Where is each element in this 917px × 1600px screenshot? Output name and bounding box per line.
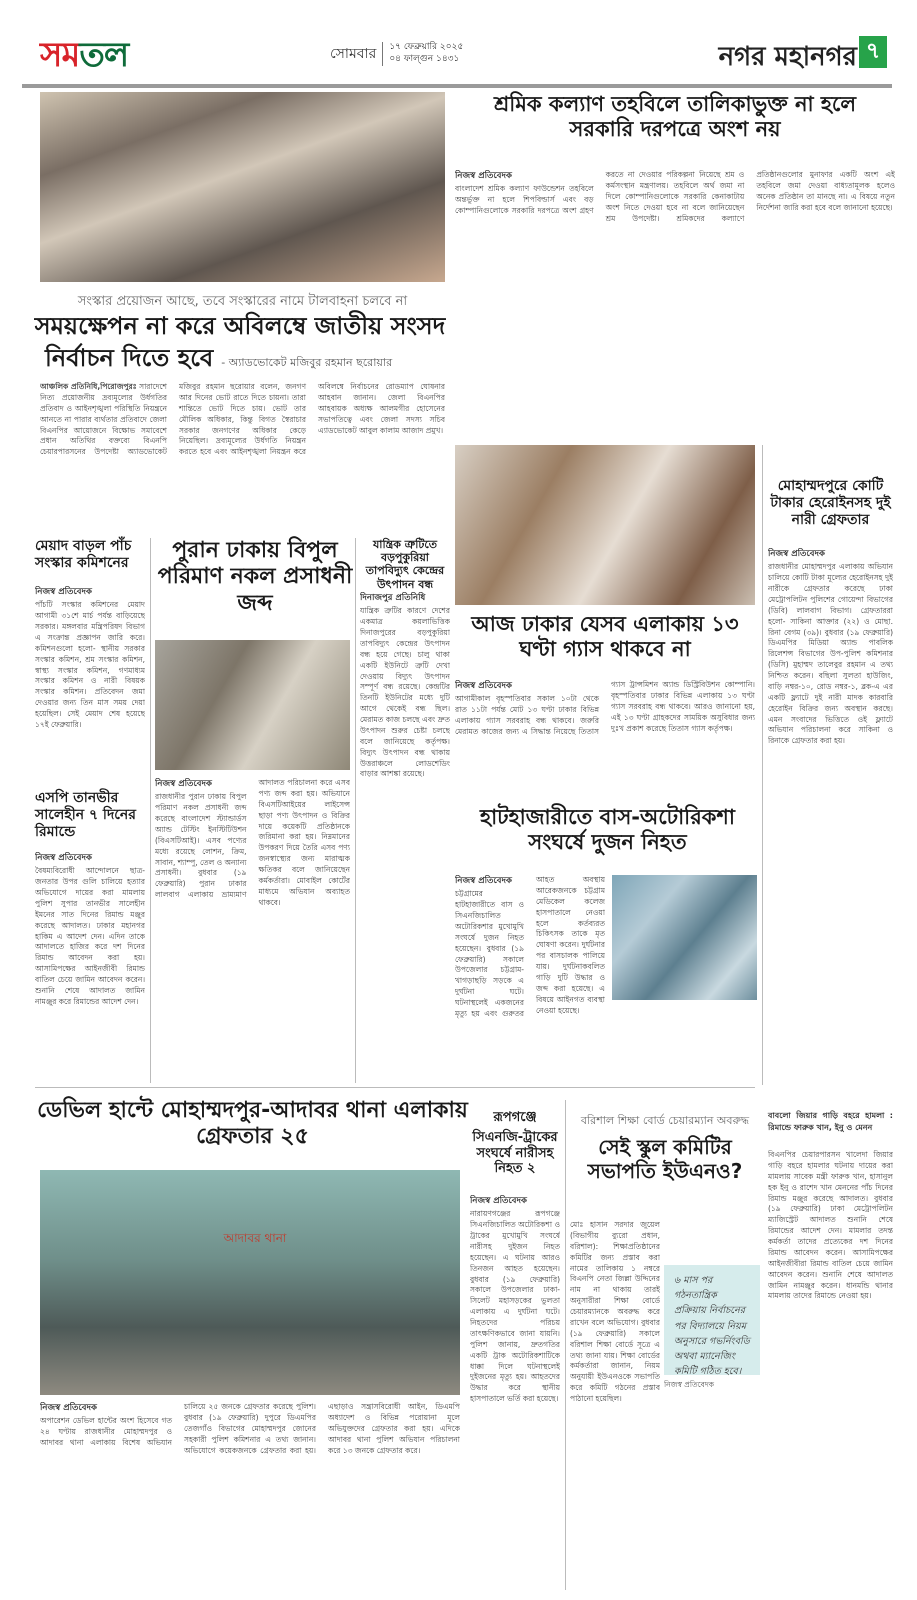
labour-fund-byline: নিজস্ব প্রতিবেদক (455, 171, 512, 181)
barishal-byline: নিজস্ব প্রতিবেদক (664, 1380, 715, 1389)
sp-remand-headline: এসপি তানভীর সালেহীন ৭ দিনের রিমান্ডে (35, 790, 136, 840)
barishal-body (570, 1220, 660, 1590)
barapukuria-headline: যান্ত্রিক ত্রুটিতে বড়পুকুরিয়া তাপবিদ্যুৎ কেন্দ্রের উৎপাদন বন্ধ (365, 538, 445, 591)
gas-headline: আজ ঢাকার যেসব এলাকায় ১৩ ঘণ্টা গ্যাস থাকবে না (471, 612, 739, 662)
lead-attribution: - অ্যাডভোকেট মজিবুর রহমান ছরোয়ার (221, 356, 393, 369)
barapukuria-byline: দিনাজপুর প্রতিনিধি (360, 593, 426, 603)
weekday: সোমবার (330, 42, 383, 66)
hathazari-headline: হাটহাজারীতে বাস-অটোরিকশা সংঘর্ষে দুজন নিহত (480, 805, 735, 855)
rupganj-kicker: রূপগঞ্জে (493, 1110, 537, 1125)
rupganj-byline: নিজস্ব প্রতিবেদক (470, 1196, 527, 1206)
devil-hunt-byline: নিজস্ব প্রতিবেদক (40, 1403, 97, 1413)
devil-hunt-body (40, 1402, 460, 1592)
cosmetics-headline: পুরান ঢাকায় বিপুল পরিমাণ নকল প্রসাধনী জব্দ (157, 538, 353, 616)
heroin-body (768, 548, 893, 1083)
labour-fund-headline: শ্রমিক কল্যাণ তহবিলে তালিকাভুক্ত না হলে সরকারি দরপত্রে অংশ নয় (493, 92, 857, 142)
remand-body: বিএনপির চেয়ারপারসন খালেদা জিয়ার গাড়ি বহরে হামলার ঘটনায় দায়ের করা মামলায় সাবেক মন্ত্রী ফারুক খান, হাসানুল হক ইনু ও রাশেদ খান মেননের পাঁচ দিনের রিমান্ড মঞ্জুর করেছে আদালত। বুধবার (১৯ ফেব্রুয়ারি) ঢাকা মেট্রোপলিটন ম্যাজিস্ট্রেট আদালত শুনানি শেষে রিমান্ডের আদেশ দেন। মামলার তদন্ত কর্মকর্তা তাদের প্রত্যেকের দশ দিনের রিমান্ড আবেদন করেন। আসামিপক্ষের আইনজীবীরা রিমান্ড বাতিল চেয়ে জামিন আবেদন করেন। শুনানি শেষে আদালত জামিন নামঞ্জুর করেন। ধানমন্ডি থানার মামলায় তাদের রিমান্ডে নেওয়া হয়। (768, 1150, 893, 1301)
lead-headline-row2 (45, 344, 455, 373)
barishal-body-cont (664, 1380, 760, 1590)
cosmetics-photo (155, 640, 350, 770)
commission-text: পাঁচটি সংস্কার কমিশনের মেয়াদ আগামী ৩১শে মার্চ পর্যন্ত বাড়িয়েছে সরকার। মঙ্গলবার মন্ত্রিপরিষদ বিভাগ এ সংক্রান্ত প্রজ্ঞাপন জারি করে। কমিশনগুলো হলো- স্থানীয় সরকার সংস্কার কমিশন, শ্রম সংস্কার কমিশন, স্বাস্থ্য সংস্কার কমিশন, গণমাধ্যম সংস্কার কমিশন ও নারী বিষয়ক সংস্কার কমিশন। প্রতিবেদন জমা দেওয়ার জন্য তিন মাস সময় দেয়া হয়েছিল। সেই মেয়াদ শেষ হয়েছে ১৭ই ফেব্রুয়ারি। (35, 600, 145, 729)
date-bangla: ০৪ ফাল্গুন ১৪৩১ (389, 54, 460, 64)
devil-hunt-headline: ডেভিল হান্টে মোহাম্মদপুর-আদাবর থানা এলাকায় গ্রেফতার ২৫ (37, 1098, 468, 1150)
sp-remand-byline: নিজস্ব প্রতিবেদক (35, 853, 92, 863)
accident-photo (612, 875, 757, 1000)
barishal-text: মোঃ হাসান সরদার জুয়েল (বিভাগীয় ব্যুরো প্রধান, বরিশাল): শিক্ষাপ্রতিষ্ঠানের কমিটির জন্য প্রস্তাব করা নামের তালিকায় ১ নম্বরে বিএনপি নেতা জিল্লা উদ্দিনের নাম না থাকায় তারই অনুসারীরা শিক্ষা বোর্ডে চেয়ারম্যানকে অবরুদ্ধ করে রাখেন বলে অভিযোগ। বুধবার (১৯ ফেব্রুয়ারি) সকালে বরিশাল শিক্ষা বোর্ডে সূত্রে এ তথ্য জানা যায়। শিক্ষা বোর্ডের কর্মকর্তারা জানান, নিয়ম অনুযায়ী ইউএনওকে সভাপতি করে কমিটি গঠনের প্রস্তাব পাঠানো হয়েছিল। (570, 1220, 660, 1403)
commission-byline: নিজস্ব প্রতিবেদক (35, 587, 92, 597)
barishal-kicker: বরিশাল শিক্ষা বোর্ড চেয়ারম্যান অবরুদ্ধ (580, 1114, 750, 1127)
lead-body (40, 382, 445, 532)
sp-remand-body (35, 852, 145, 1080)
lead-headline-line1: সময়ক্ষেপন না করে অবিলম্বে জাতীয় সংসদ (34, 312, 446, 340)
column-divider (150, 538, 151, 1083)
section-title: নগর মহানগর (718, 42, 857, 72)
commission-headline: মেয়াদ বাড়ল পাঁচ সংস্কার কমিশনের (35, 538, 132, 571)
hathazari-byline: নিজস্ব প্রতিবেদক (455, 876, 512, 886)
gas-byline: নিজস্ব প্রতিবেদক (455, 681, 512, 691)
gas-text: আগামীকাল বৃহস্পতিবার সকাল ১০টা থেকে রাত ১১টা পর্যন্ত মোট ১৩ ঘণ্টা ঢাকার বিভিন্ন এলাকায় গ্যাস সরবরাহ বন্ধ থাকবে। জরুরি মেরামত কাজের জন্য এ সিদ্ধান্ত নিয়েছে তিতাস গ্যাস ট্রান্সমিশন অ্যান্ড ডিস্ট্রিবিউশন কোম্পানি। বৃহস্পতিবার ঢাকার বিভিন্ন এলাকায় ১৩ ঘণ্টা গ্যাস সরবরাহ বন্ধ থাকবে। আরও জানানো হয়, এই ১৩ ঘণ্টা গ্রাহকদের সাময়িক অসুবিধার জন্য দুঃখ প্রকাশ করেছে তিতাস গ্যাস কর্তৃপক্ষ। (455, 680, 755, 736)
cosmetics-byline: নিজস্ব প্রতিবেদক (155, 779, 212, 789)
heroin-text: রাজধানীর মোহাম্মদপুর এলাকায় অভিযান চালিয়ে কোটি টাকা মূল্যের হেরোইনসহ দুই নারীকে গ্রেফতার করেছে ঢাকা মেট্রোপলিটন পুলিশের গোয়েন্দা বিভাগের (ডিবি) লালবাগ বিভাগ। গ্রেফতাররা হলো- সাকিনা আক্তার (২২) ও মোছা. রিনা বেগম (৩৯)। বুধবার (১৯ ফেব্রুয়ারি) ডিএমপির মিডিয়া অ্যান্ড পাবলিক রিলেশন্স বিভাগের উপ-পুলিশ কমিশনার (ডিসি) মুহাম্মদ তালেবুর রহমান এ তথ্য নিশ্চিত করেন। বছিলা সুলতা হাউজিং, বাড়ি নম্বর-১০, রোড নম্বর-১, ব্লক-এ এর একটি ফ্ল্যাটে দুই নারী মাদক কারবারি হেরোইন বিক্রির জন্য অবস্থান করছে। এমন সংবাদের ভিত্তিতে ওই ফ্ল্যাটে অভিযান পরিচালনা করে সাকিনা ও রিনাকে গ্রেফতার করা হয়। (768, 562, 893, 746)
hathazari-text: চট্টগ্রামের হাটহাজারীতে বাস ও সিএনজিচালিত অটোরিকশার মুখোমুখি সংঘর্ষে দুজন নিহত হয়েছেন। বুধবার (১৯ ফেব্রুয়ারি) সকালে উপজেলার চট্টগ্রাম-খাগড়াছড়ি সড়কে এ দুর্ঘটনা ঘটে। ঘটনাস্থলেই একজনের মৃত্যু হয় এবং গুরুতর আহত অবস্থায় আরেকজনকে চট্টগ্রাম মেডিকেল কলেজ হাসপাতালে নেওয়া হলে কর্তব্যরত চিকিৎসক তাকে মৃত ঘোষণা করেন। দুর্ঘটনার পর বাসচালক পালিয়ে যায়। দুর্ঘটনাকবলিত গাড়ি দুটি উদ্ধার ও জব্দ করা হয়েছে। এ বিষয়ে আইনগত ব্যবস্থা নেওয়া হয়েছে। (455, 875, 605, 1018)
commission-body (35, 586, 145, 782)
sp-remand-text: বৈষম্যবিরোধী আন্দোলনে ছাত্র-জনতার উপর গুলি চালিয়ে হত্যার অভিযোগে দায়ের করা মামলায় পুলিশ সুপার তানভীর সালেহীন ইমনের সাত দিনের রিমান্ড মঞ্জুর করেছে আদালত। ঢাকার মহানগর হাকিম এ আদেশ দেন। এদিন তাকে আদালতে হাজির করে দশ দিনের রিমান্ড আবেদন করা হয়। আসামিপক্ষের আইনজীবী রিমান্ড বাতিল চেয়ে জামিন আবেদন করেন। শুনানি শেষে আদালত জামিন নামঞ্জুর করে রিমান্ডের আদেশ দেন। (35, 866, 145, 1006)
lead-headline-line2: নির্বাচন দিতে হবে (45, 344, 214, 372)
column-divider (355, 538, 356, 1083)
logo-part-1: সম (40, 35, 80, 75)
barapukuria-text: যান্ত্রিক ত্রুটির কারণে দেশের একমাত্র কয়লাভিত্তিক দিনাজপুরের বড়পুকুরিয়া তাপবিদ্যুৎ কেন্দ্রের উৎপাদন বন্ধ হয়ে গেছে। চালু থাকা একটি ইউনিটে ত্রুটি দেখা দেওয়ায় বিদ্যুৎ উৎপাদন সম্পূর্ণ বন্ধ রয়েছে। কেন্দ্রটির তিনটি ইউনিটের মধ্যে দুটি আগে থেকেই বন্ধ ছিল। মেরামত কাজ চলছে এবং দ্রুত উৎপাদন শুরুর চেষ্টা চলছে বলে জানিয়েছে কর্তৃপক্ষ। বিদ্যুৎ উৎপাদন বন্ধ থাকায় উত্তরাঞ্চলে লোডশেডিং বাড়ার আশঙ্কা রয়েছে। (360, 606, 450, 779)
page-number-badge: ৭ (859, 36, 887, 68)
labour-fund-text: বাংলাদেশ শ্রমিক কল্যাণ ফাউন্ডেশন তহবিলে অন্তর্ভুক্ত না হলে শিপবিল্ডার্স এবং বড় কোম্পানিগুলোকে সরকারি দরপত্রে অংশ গ্রহণ করতে না দেওয়ার পরিকল্পনা নিয়েছে শ্রম ও কর্মসংস্থান মন্ত্রণালয়। তহবিলে অর্থ জমা না দিলে কোম্পানিগুলোকে সরকারি কেনাকাটায় অংশ নিতে দেওয়া হবে না বলে জানিয়েছেন শ্রম উপদেষ্টা। শ্রমিকদের কল্যাণে প্রতিষ্ঠানগুলোর মুনাফার একটি অংশ এই তহবিলে জমা দেওয়া বাধ্যতামূলক হলেও অনেক প্রতিষ্ঠান তা মানছে না। এ বিষয়ে নতুন নির্দেশনা জারি করা হবে বলে জানানো হয়েছে। (455, 170, 895, 223)
dates (389, 42, 463, 65)
newspaper-logo (40, 35, 129, 75)
devil-hunt-text: অপারেশন ডেভিল হান্টের অংশ হিসেবে গত ২৪ ঘণ্টায় রাজধানীর মোহাম্মদপুর ও আদাবর থানা এলাকায় বিশেষ অভিযান চালিয়ে ২৫ জনকে গ্রেফতার করেছে পুলিশ। বুধবার (১৯ ফেব্রুয়ারি) দুপুরে ডিএমপির তেজগাঁও বিভাগের মোহাম্মদপুর জোনের সহকারী পুলিশ কমিশনার এ তথ্য জানান। অভিযোগে কয়েকজনকে গ্রেফতার করা হয়। এছাড়াও সন্ত্রাসবিরোধী আইন, ডিএমপি অধ্যাদেশ ও বিভিন্ন পরোয়ানা মূলে অভিযুক্তদের গ্রেফতার করা হয়। এদিকে আদাবর থানা পুলিশ অভিযান পরিচালনা করে ১৩ জনকে গ্রেফতার করে। (40, 1402, 460, 1455)
gas-body (455, 680, 755, 800)
labour-fund-body (455, 170, 895, 440)
column-divider (762, 445, 763, 1085)
barishal-headline: সেই স্কুল কমিটির সভাপতি ইউএনও? (587, 1135, 743, 1183)
masthead-rule (22, 84, 892, 88)
column-divider (565, 1100, 566, 1590)
rupganj-body (470, 1195, 560, 1590)
photo-sign-text: আদাবর থানা (223, 1231, 287, 1245)
date-gregorian: ১৭ ফেব্রুয়ারি ২০২৫ (389, 42, 464, 53)
heroin-byline: নিজস্ব প্রতিবেদক (768, 549, 825, 559)
gas-kitchen-photo (455, 445, 755, 605)
lead-body-text: সারাদেশে নিত্য প্রয়োজনীয় দ্রব্যমূল্যের উর্ধগতির প্রতিবাদ ও আইনশৃঙ্খলা পরিস্থিতি নিয়ন্ত্রনে আনতে না পারার ব্যর্থতার প্রতিবাদে জেলা বিএনপির আয়োজনে বিক্ষোভ সমাবেশে প্রধান অতিথির বক্তব্যে বিএনপি চেয়ারপারসনের উপদেষ্টা অ্যাডভোকেট মজিবুর রহমান ছরোয়ার বলেন, জনগণ আর দিনের ভোট রাতে দিতে চায়না। তারা শান্তিতে ভোট দিতে চায়। ভোট তার মৌলিক অধিকার, কিন্তু বিগত স্বৈরাচার সরকার জনগণের অধিকার কেড়ে নিয়েছিল। দ্রব্যমূল্যের উর্ধগতি নিয়ন্ত্রন করতে হবে এবং আইনশৃঙ্খলা নিয়ন্ত্রন করে অবিলম্বে নির্বাচনের রোডম্যাপ ঘোষনার আহবান জানান। জেলা বিএনপির আহবায়ক অধ্যক্ষ আলমগীর হোসেনের সভাপতিত্বে এবং জেলা সদস্য সচিব এ্যাডভোকেট আবুল কালাম আজাদ প্রমুখ। (40, 382, 445, 457)
pull-quote: ৬ মাস পর গঠনতান্ত্রিক প্রক্রিয়ায় নির্বাচনের পর বিদ্যালয়ে নিয়ম অনুসারে গভর্নিংবডি অথবা ম্যানেজিং কমিটি গঠিত হবে। (664, 1265, 760, 1375)
remand-headline: বাবলো জিয়ার গাড়ি বহরে হামলা : রিমান্ডে ফারুক খান, ইনু ও মেনন (768, 1111, 893, 1132)
rally-photo (40, 92, 445, 282)
date-block (330, 42, 463, 66)
barapukuria-body (360, 592, 450, 1082)
lead-kicker: সংস্কার প্রয়োজন আছে, তবে সংস্কারের নামে টালবাহনা চলবে না (77, 294, 408, 309)
heroin-headline: মোহাম্মদপুরে কোটি টাকার হেরোইনসহ দুই নারী গ্রেফতার (770, 478, 891, 528)
rupganj-headline: সিএনজি-ট্রাকের সংঘর্ষে নারীসহ নিহত ২ (472, 1130, 558, 1177)
cosmetics-body (155, 778, 350, 1083)
rupganj-text: নারায়ণগঞ্জের রূপগঞ্জে সিএনজিচালিত অটোরিকশা ও ট্রাকের মুখোমুখি সংঘর্ষে নারীসহ দুইজন নিহত হয়েছেন। এ ঘটনায় আরও তিনজন আহত হয়েছেন। বুধবার (১৯ ফেব্রুয়ারি) সকালে উপজেলার ঢাকা-সিলেট মহাসড়কের ভুলতা এলাকায় এ দুর্ঘটনা ঘটে। নিহতদের পরিচয় তাৎক্ষণিকভাবে জানা যায়নি। পুলিশ জানায়, দ্রুতগতির একটি ট্রাক অটোরিকশাটিকে ধাক্কা দিলে ঘটনাস্থলেই দুইজনের মৃত্যু হয়। আহতদের উদ্ধার করে স্থানীয় হাসপাতালে ভর্তি করা হয়েছে। (470, 1209, 560, 1404)
section-divider (35, 1087, 755, 1088)
hathazari-body (455, 875, 605, 1085)
cosmetics-text: রাজধানীর পুরান ঢাকায় বিপুল পরিমাণ নকল প্রসাধনী জব্দ করেছে বাংলাদেশ স্ট্যান্ডার্ডস অ্যান্ড টেস্টিং ইনস্টিটিউশন (বিএসটিআই)। এসব পণ্যের মধ্যে রয়েছে লোশন, ক্রিম, সাবান, শ্যাম্পু, তেল ও অন্যান্য প্রসাধনী। বুধবার (১৯ ফেব্রুয়ারি) পুরান ঢাকার লালবাগ এলাকায় ভ্রাম্যমাণ আদালত পরিচালনা করে এসব পণ্য জব্দ করা হয়। অভিযানে বিএসটিআইয়ের লাইসেন্স ছাড়া পণ্য উৎপাদন ও বিক্রির দায়ে কয়েকটি প্রতিষ্ঠানকে জরিমানা করা হয়। নিম্নমানের উপকরণ দিয়ে তৈরি এসব পণ্য জনস্বাস্থ্যের জন্য মারাত্মক ক্ষতিকর বলে জানিয়েছেন কর্মকর্তারা। মোবাইল কোর্টের মাধ্যমে অভিযান অব্যাহত থাকবে। (155, 778, 350, 907)
arrest-photo (40, 1170, 460, 1395)
lead-byline: আঞ্চলিক প্রতিনিধি,পিরোজপুরঃ (40, 382, 137, 391)
logo-part-2: তল (79, 35, 129, 75)
